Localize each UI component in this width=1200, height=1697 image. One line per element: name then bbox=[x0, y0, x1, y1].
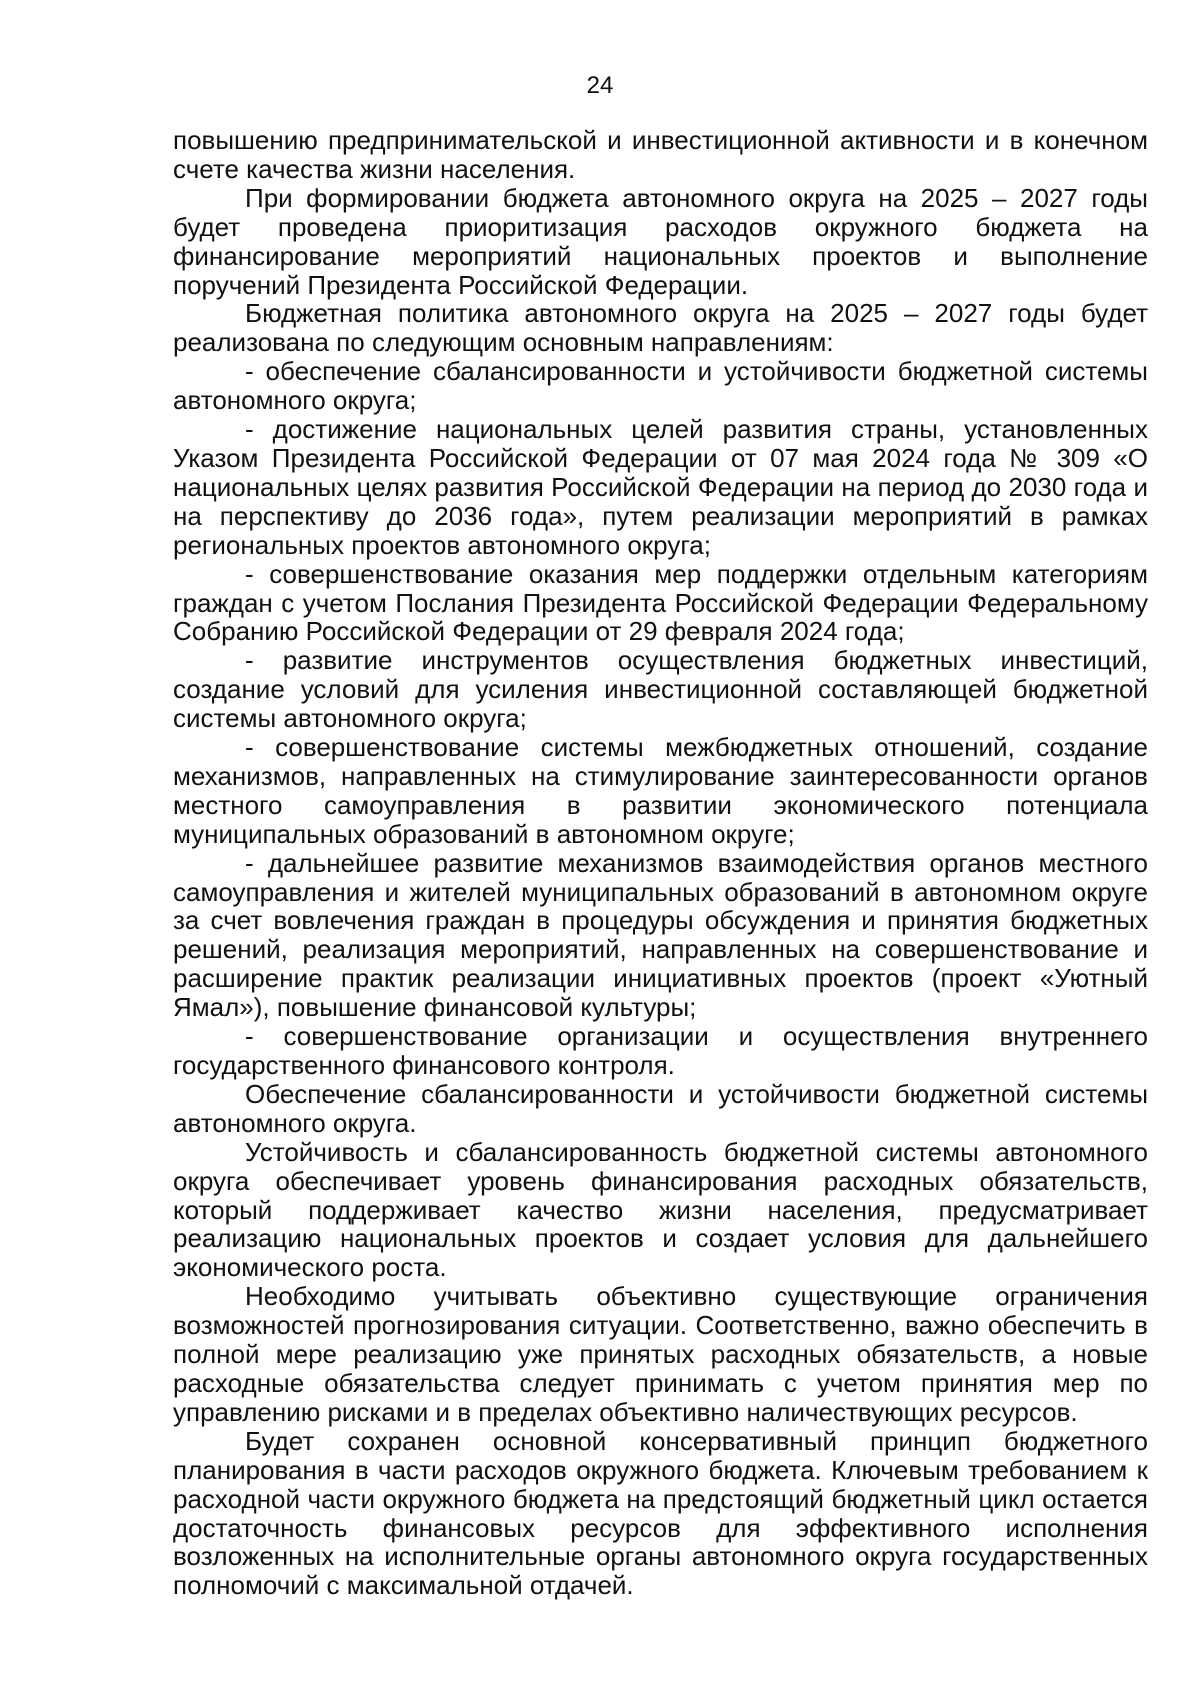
paragraph-continuation: повышению предпринимательской и инвестиционной активности и в конечном счете качества жизни населения. bbox=[173, 125, 1148, 184]
list-item-financial-control: - совершенствование организации и осуществления внутреннего государственного финансового контроля. bbox=[173, 1021, 1148, 1080]
document-body bbox=[173, 126, 1148, 1600]
paragraph-stability: Устойчивость и сбалансированность бюджетной системы автономного округа обеспечивает уровень финансирования расходных обязательств, который поддерживает качество жизни населения, предусматривает реализацию национальных проектов и создает условия для дальнейшего экономического роста. bbox=[173, 1136, 1148, 1283]
list-item-national-goals: - достижение национальных целей развития страны, установленных Указом Президента Российской Федерации от 07 мая 2024 года № 309 «О национальных целях развития Российской Федерации на период до 2030 года и на перспективу до 2036 года», путем реализации мероприятий в рамках региональных проектов автономного округа; bbox=[173, 414, 1148, 560]
paragraph-forecast-limits: Необходимо учитывать объективно существующие ограничения возможностей прогнозирования ситуации. Соответственно, важно обеспечить в полной мере реализацию уже принятых расходных обязательств, а новые расходные обязательства следует принимать с учетом принятия мер по управлению рисками и в пределах объективно наличествующих ресурсов. bbox=[173, 1281, 1148, 1427]
list-item-investments: - развитие инструментов осуществления бюджетных инвестиций, создание условий для усиления инвестиционной составляющей бюджетной системы автономного округа; bbox=[173, 645, 1148, 734]
paragraph-budget-formation: При формировании бюджета автономного округа на 2025 – 2027 годы будет проведена приоритизация расходов окружного бюджета на финансирование мероприятий национальных проектов и выполнение поручений Президента Российской Федерации. bbox=[173, 182, 1148, 300]
list-item-local-government: - дальнейшее развитие механизмов взаимодействия органов местного самоуправления и жителей муниципальных образований в автономном округе за счет вовлечения граждан в процедуры обсуждения и принятия бюджетных решений, реализация мероприятий, направленных на совершенствование и расширение практик реализации инициативных проектов (проект «Уютный Ямал»), повышение финансовой культуры; bbox=[173, 847, 1148, 1023]
page-number: 24 bbox=[586, 72, 614, 99]
list-item-interbudget-relations: - совершенствование системы межбюджетных отношений, создание механизмов, направленных на стимулирование заинтересованности органов местного самоуправления в развитии экономического потенциала муниципальных образований в автономном округе; bbox=[173, 732, 1148, 849]
section-heading-balance: Обеспечение сбалансированности и устойчивости бюджетной системы автономного округа. bbox=[173, 1078, 1148, 1138]
list-item-balance: - обеспечение сбалансированности и устойчивости бюджетной системы автономного округа; bbox=[173, 356, 1148, 416]
list-item-support-measures: - совершенствование оказания мер поддержки отдельным категориям граждан с учетом Послания Президента Российской Федерации Федеральному Собранию Российской Федерации от 29 февраля 2024 года; bbox=[173, 558, 1148, 647]
paragraph-conservative-principle: Будет сохранен основной консервативный принцип бюджетного планирования в части расходов окружного бюджета. Ключевым требованием к расходной части окружного бюджета на предстоящий бюджетный цикл остается достаточность финансовых ресурсов для эффективного исполнения возложенных на исполнительные органы автономного округа государственных полномочий с максимальной отдачей. bbox=[173, 1425, 1148, 1601]
paragraph-budget-policy-directions: Бюджетная политика автономного округа на 2025 – 2027 годы будет реализована по следующим основным направлениям: bbox=[173, 298, 1148, 358]
